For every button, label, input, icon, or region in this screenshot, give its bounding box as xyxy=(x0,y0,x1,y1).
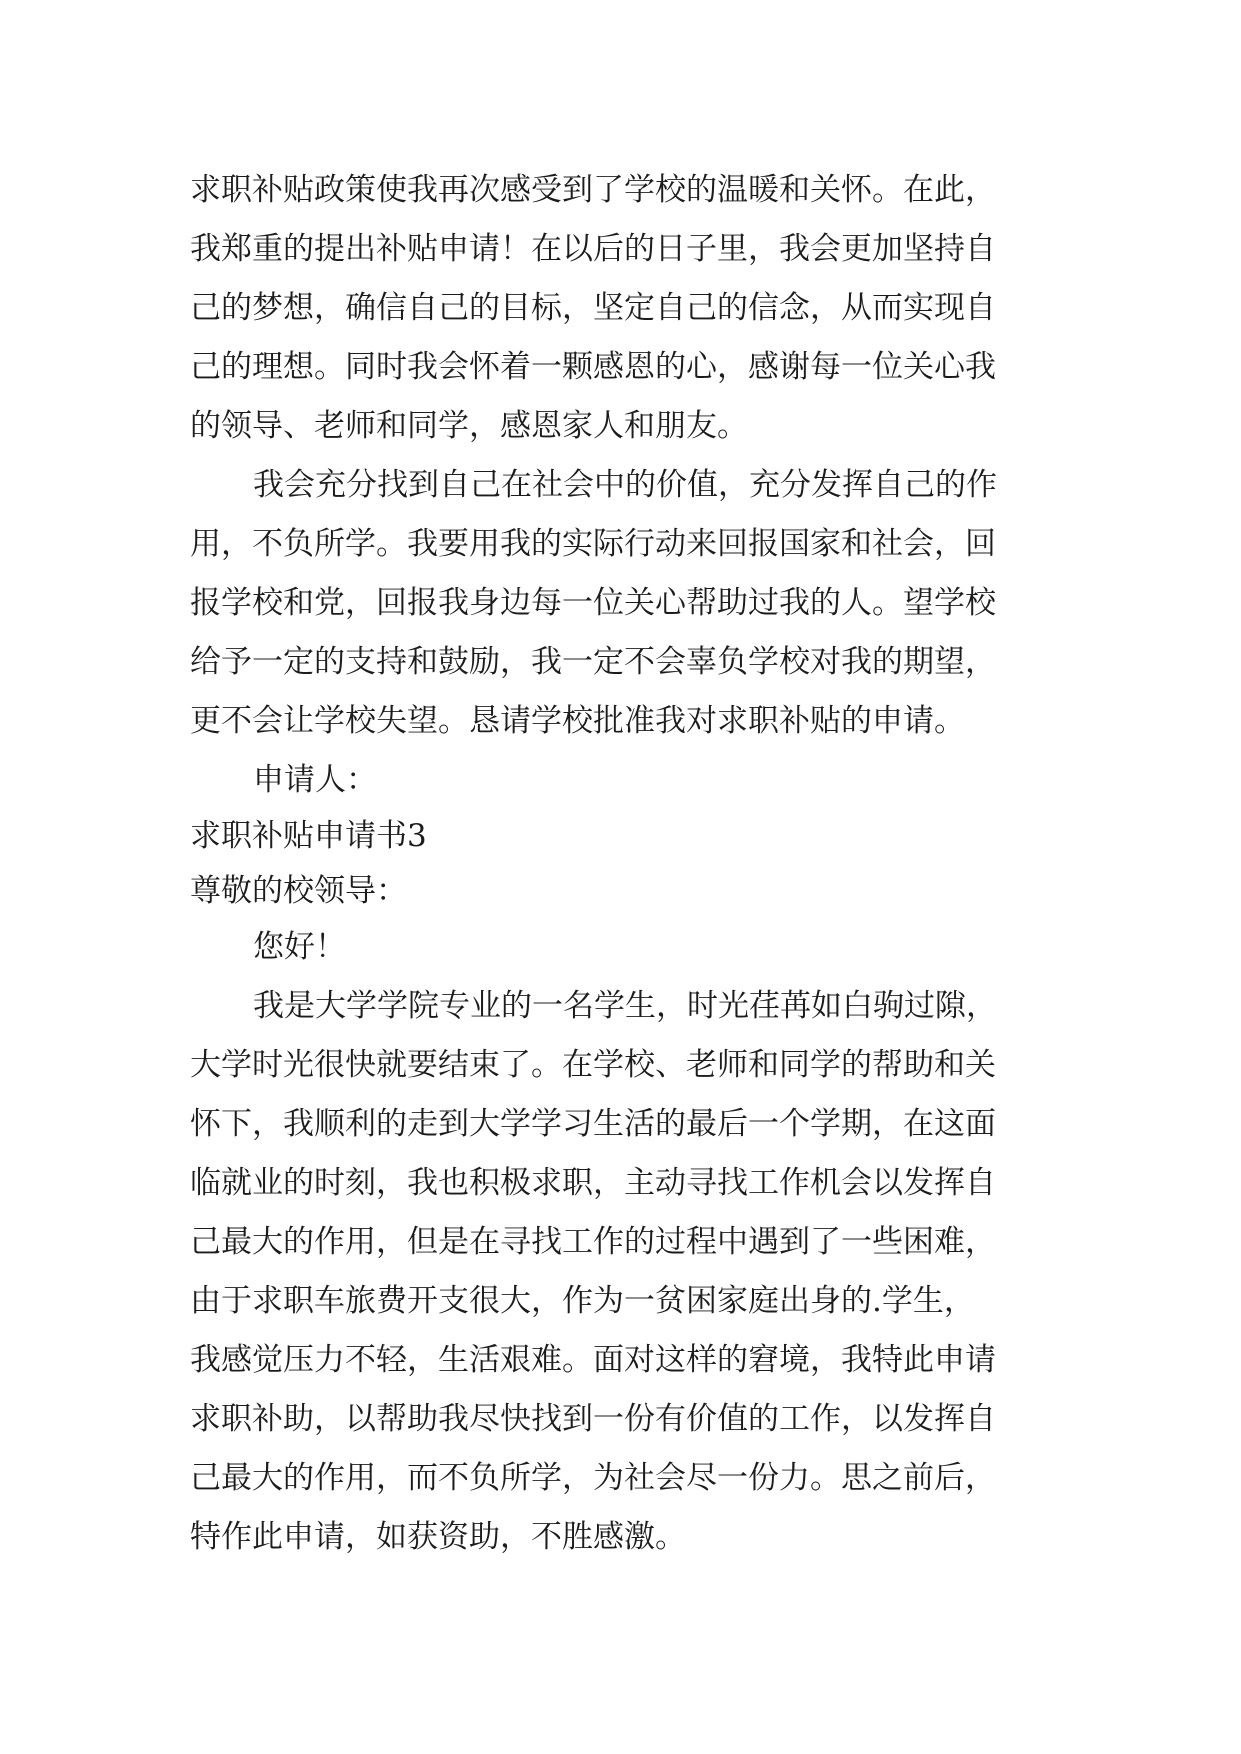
text-line: 求职补贴政策使我再次感受到了学校的温暖和关怀。在此， xyxy=(190,172,996,208)
text-line: 大学时光很快就要结束了。在学校、老师和同学的帮助和关 xyxy=(190,1047,996,1083)
text-line: 己最大的作用，而不负所学，为社会尽一份力。思之前后， xyxy=(190,1460,996,1496)
salutation: 尊敬的校领导： xyxy=(190,873,407,909)
section-title: 求职补贴申请书3 xyxy=(190,818,427,854)
text-line: 己最大的作用，但是在寻找工作的过程中遇到了一些困难， xyxy=(190,1224,996,1260)
text-line: 特作此申请，如获资助，不胜感激。 xyxy=(190,1519,686,1555)
applicant-label: 申请人： xyxy=(253,762,377,798)
text-line: 己的理想。同时我会怀着一颗感恩的心，感谢每一位关心我 xyxy=(190,349,996,385)
text-line: 求职补助，以帮助我尽快找到一份有价值的工作，以发挥自 xyxy=(190,1401,996,1437)
text-line: 怀下，我顺利的走到大学学习生活的最后一个学期，在这面 xyxy=(190,1106,996,1142)
paragraph-first-line: 我是大学学院专业的一名学生，时光荏苒如白驹过隙， xyxy=(253,988,997,1024)
text-line: 我感觉压力不轻，生活艰难。面对这样的窘境，我特此申请 xyxy=(190,1342,996,1378)
text-line: 临就业的时刻，我也积极求职，主动寻找工作机会以发挥自 xyxy=(190,1165,996,1201)
text-line: 报学校和党，回报我身边每一位关心帮助过我的人。望学校 xyxy=(190,585,996,621)
text-line: 我郑重的提出补贴申请！在以后的日子里，我会更加坚持自 xyxy=(190,231,996,267)
text-line: 的领导、老师和同学，感恩家人和朋友。 xyxy=(190,408,748,444)
text-line: 由于求职车旅费开支很大，作为一贫困家庭出身的.学生， xyxy=(190,1283,975,1319)
text-line: 给予一定的支持和鼓励，我一定不会辜负学校对我的期望， xyxy=(190,644,996,680)
paragraph-first-line: 我会充分找到自己在社会中的价值，充分发挥自己的作 xyxy=(253,467,997,503)
greeting: 您好！ xyxy=(253,929,346,965)
text-line: 更不会让学校失望。恳请学校批准我对求职补贴的申请。 xyxy=(190,703,965,739)
text-line: 己的梦想，确信自己的目标，坚定自己的信念，从而实现自 xyxy=(190,290,996,326)
text-line: 用，不负所学。我要用我的实际行动来回报国家和社会，回 xyxy=(190,526,996,562)
